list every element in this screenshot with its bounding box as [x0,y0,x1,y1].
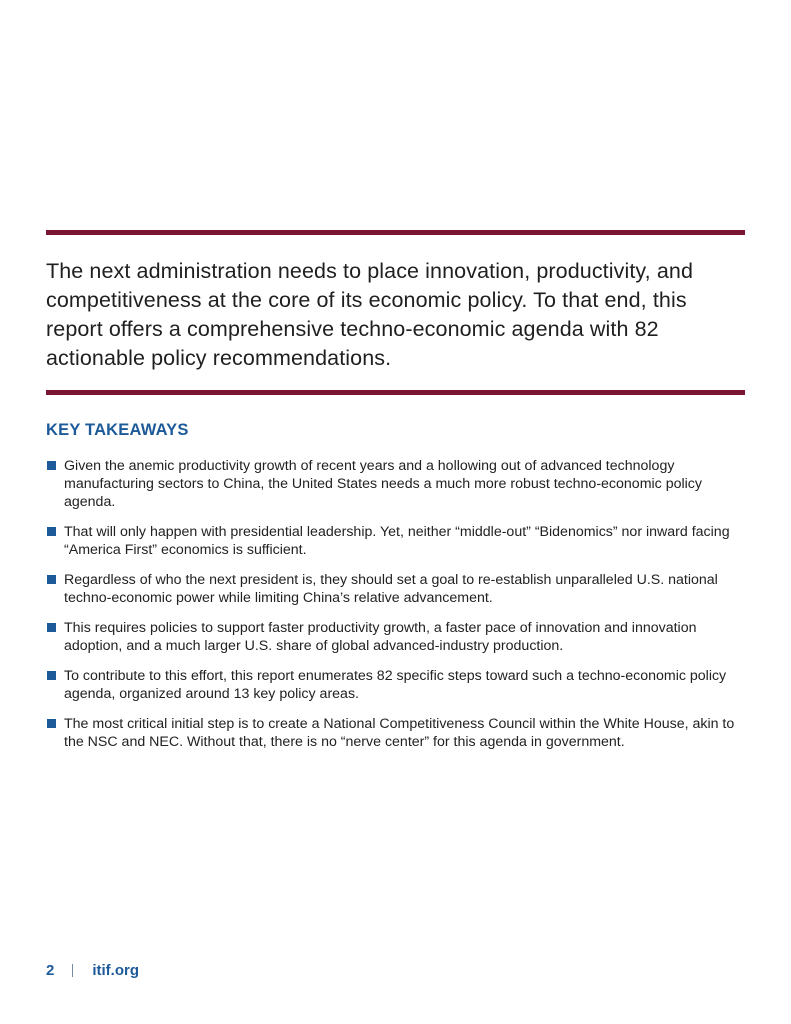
takeaway-item [46,667,746,703]
page-number: 2 [46,962,55,979]
takeaway-text: That will only happen with presidential leadership. Yet, neither “middle-out” “Bidenomics” nor inward facing “America First” economics is sufficient. [64,524,730,558]
takeaway-text: Regardless of who the next president is, they should set a goal to re-establish unparalleled U.S. national techno-economic power while limiting China’s relative advancement. [64,572,718,606]
square-bullet-icon [47,671,56,680]
takeaway-item [46,715,746,751]
square-bullet-icon [47,623,56,632]
takeaway-text: Given the anemic productivity growth of recent years and a hollowing out of advanced technology manufacturing sectors to China, the United States needs a much more robust techno-economic policy agenda. [64,458,702,510]
lead-summary: The next administration needs to place innovation, productivity, and competitiveness at the core of its economic policy. To that end, this report offers a comprehensive techno-economic agenda with 82 actionable policy recommendations. [46,259,694,370]
takeaway-item [46,571,746,607]
bottom-divider-rule [46,390,745,395]
footer-separator [72,964,73,977]
takeaway-item [46,457,746,511]
site-link[interactable]: itif.org [92,962,139,979]
takeaway-text: To contribute to this effort, this report enumerates 82 specific steps toward such a techno-economic policy agenda, organized around 13 key policy areas. [64,668,727,702]
takeaway-item [46,619,746,655]
square-bullet-icon [47,719,56,728]
key-takeaways-list [46,457,746,763]
square-bullet-icon [47,461,56,470]
key-takeaways-heading: KEY TAKEAWAYS [46,421,189,439]
takeaway-text: This requires policies to support faster productivity growth, a faster pace of innovation and innovation adoption, and a much larger U.S. share of global advanced-industry production. [64,620,697,654]
takeaway-text: The most critical initial step is to create a National Competitiveness Council within the White House, akin to the NSC and NEC. Without that, there is no “nerve center” for this agenda in government. [64,716,735,750]
square-bullet-icon [47,575,56,584]
takeaway-item [46,523,746,559]
square-bullet-icon [47,527,56,536]
page-footer [46,962,139,979]
top-divider-rule [46,230,745,235]
